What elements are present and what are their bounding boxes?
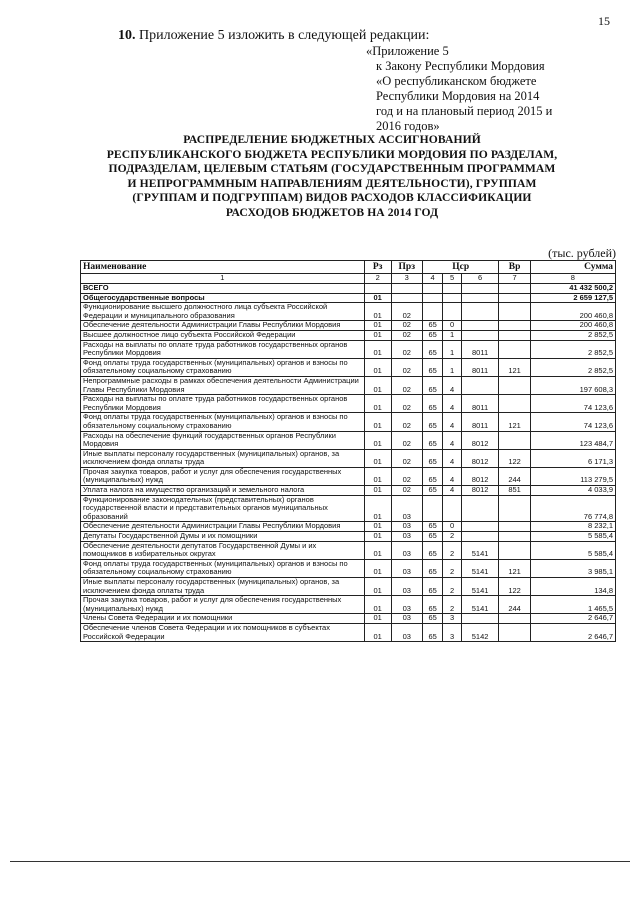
cell-prz: 03 [391, 522, 422, 532]
cell-rz: 01 [364, 559, 391, 577]
cell-name: Высшее должностное лицо субъекта Российской Федерации [81, 330, 365, 340]
cell-csr-program: 65 [422, 449, 442, 467]
cell-sum: 4 033,9 [530, 486, 615, 496]
cell-csr-program: 65 [422, 578, 442, 596]
cell-csr-subprogram [443, 495, 461, 522]
cell-rz: 01 [364, 449, 391, 467]
cell-name: Общегосударственные вопросы [81, 293, 365, 303]
annex-line: к Закону Республики Мордовия [376, 59, 545, 73]
cell-rz: 01 [364, 431, 391, 449]
cell-csr-direction: 8012 [461, 467, 499, 485]
cell-csr-direction [461, 284, 499, 294]
cell-sum: 134,8 [530, 578, 615, 596]
cell-vr: 851 [499, 486, 530, 496]
cell-csr-program: 65 [422, 623, 442, 641]
page-number: 15 [598, 14, 610, 28]
table-row [81, 413, 616, 431]
cell-sum: 2 852,5 [530, 340, 615, 358]
cell-vr [499, 376, 530, 394]
cell-sum: 2 646,7 [530, 614, 615, 624]
heading-line: РЕСПУБЛИКАНСКОГО БЮДЖЕТА РЕСПУБЛИКИ МОРДОВИЯ ПО РАЗДЕЛАМ, [106, 147, 558, 161]
cell-vr [499, 614, 530, 624]
heading-line: ПОДРАЗДЕЛАМ, ЦЕЛЕВЫМ СТАТЬЯМ (ГОСУДАРСТВЕННЫМ ПРОГРАММАМ [108, 162, 556, 175]
cell-name: Расходы на выплаты по оплате труда работников государственных органов Республики Мордовия [81, 340, 365, 358]
cell-csr-subprogram: 0 [443, 321, 461, 331]
cell-csr-direction [461, 495, 499, 522]
cell-sum: 123 484,7 [530, 431, 615, 449]
cell-prz: 03 [391, 596, 422, 614]
cell-csr-program: 65 [422, 413, 442, 431]
cell-vr: 122 [499, 578, 530, 596]
cell-rz: 01 [364, 623, 391, 641]
cell-prz: 03 [391, 532, 422, 542]
table-row [81, 449, 616, 467]
cell-csr-direction [461, 532, 499, 542]
cell-sum: 6 171,3 [530, 449, 615, 467]
cell-csr-subprogram: 4 [443, 467, 461, 485]
heading-line: (ГРУППАМ И ПОДГРУППАМ) ВИДОВ РАСХОДОВ КЛАССИФИКАЦИИ [132, 191, 532, 204]
cell-csr-program: 65 [422, 340, 442, 358]
cell-sum: 2 646,7 [530, 623, 615, 641]
amendment-text: Приложение 5 изложить в следующей редакции: [139, 28, 430, 43]
header-csr: Цср [422, 261, 499, 274]
cell-sum: 197 608,3 [530, 376, 615, 394]
column-number: 7 [499, 274, 530, 284]
cell-rz: 01 [364, 522, 391, 532]
cell-prz: 03 [391, 559, 422, 577]
table-row [81, 578, 616, 596]
cell-name: Члены Совета Федерации и их помощники [81, 614, 365, 624]
cell-csr-subprogram [443, 284, 461, 294]
cell-vr [499, 321, 530, 331]
cell-csr-subprogram: 3 [443, 623, 461, 641]
annex-line: 2016 годов» [376, 119, 440, 133]
cell-csr-subprogram: 4 [443, 413, 461, 431]
cell-csr-subprogram: 4 [443, 376, 461, 394]
cell-csr-subprogram: 2 [443, 559, 461, 577]
cell-rz: 01 [364, 303, 391, 321]
cell-vr [499, 330, 530, 340]
table-row [81, 495, 616, 522]
cell-rz: 01 [364, 376, 391, 394]
cell-csr-direction [461, 376, 499, 394]
cell-vr: 244 [499, 467, 530, 485]
cell-name: Обеспечение деятельности депутатов Государственной Думы и их помощников в избирательных округах [81, 541, 365, 559]
cell-rz: 01 [364, 495, 391, 522]
cell-prz: 02 [391, 467, 422, 485]
cell-rz: 01 [364, 467, 391, 485]
cell-vr [499, 284, 530, 294]
column-number: 3 [391, 274, 422, 284]
cell-name: Иные выплаты персоналу государственных (муниципальных) органов, за исключением фонда оплаты труда [81, 578, 365, 596]
cell-rz [364, 284, 391, 294]
cell-prz: 03 [391, 541, 422, 559]
table-row [81, 431, 616, 449]
cell-sum: 76 774,8 [530, 495, 615, 522]
cell-vr [499, 303, 530, 321]
cell-rz: 01 [364, 340, 391, 358]
header-sum: Сумма [530, 261, 615, 274]
cell-prz [391, 293, 422, 303]
table-row [81, 330, 616, 340]
cell-csr-direction [461, 330, 499, 340]
cell-csr-direction: 8012 [461, 486, 499, 496]
column-number: 8 [530, 274, 615, 284]
cell-sum: 74 123,6 [530, 395, 615, 413]
cell-sum: 1 465,5 [530, 596, 615, 614]
cell-csr-subprogram: 4 [443, 486, 461, 496]
cell-csr-program [422, 293, 442, 303]
cell-name: Прочая закупка товаров, работ и услуг для обеспечения государственных (муниципальных) нужд [81, 467, 365, 485]
column-number: 2 [364, 274, 391, 284]
annex-line: Республики Мордовия на 2014 [376, 89, 540, 103]
table-row [81, 596, 616, 614]
cell-csr-direction: 5142 [461, 623, 499, 641]
cell-csr-program: 65 [422, 541, 442, 559]
cell-name: Уплата налога на имущество организаций и земельного налога [81, 486, 365, 496]
table-row [81, 303, 616, 321]
annex-line: «О республиканском бюджете [376, 74, 537, 88]
cell-csr-subprogram: 4 [443, 449, 461, 467]
cell-vr: 121 [499, 358, 530, 376]
cell-sum: 2 852,5 [530, 330, 615, 340]
cell-rz: 01 [364, 358, 391, 376]
cell-csr-program [422, 303, 442, 321]
cell-name: Фонд оплаты труда государственных (муниципальных) органов и взносы по обязательному социальному страхованию [81, 358, 365, 376]
units-label: (тыс. рублей) [548, 246, 616, 260]
cell-vr [499, 395, 530, 413]
cell-csr-subprogram: 4 [443, 431, 461, 449]
cell-csr-direction: 8011 [461, 413, 499, 431]
table-row [81, 541, 616, 559]
cell-prz: 03 [391, 614, 422, 624]
cell-prz: 02 [391, 449, 422, 467]
cell-csr-program: 65 [422, 358, 442, 376]
cell-vr [499, 522, 530, 532]
cell-csr-program [422, 495, 442, 522]
table-row [81, 559, 616, 577]
cell-prz: 02 [391, 358, 422, 376]
cell-name: Функционирование высшего должностного лица субъекта Российской Федерации и муниципального образования [81, 303, 365, 321]
cell-vr [499, 495, 530, 522]
cell-name: Обеспечение деятельности Администрации Главы Республики Мордовия [81, 522, 365, 532]
cell-csr-program: 65 [422, 522, 442, 532]
cell-csr-subprogram: 2 [443, 541, 461, 559]
cell-csr-program: 65 [422, 486, 442, 496]
cell-csr-subprogram: 2 [443, 578, 461, 596]
cell-vr [499, 431, 530, 449]
cell-csr-subprogram: 1 [443, 358, 461, 376]
cell-rz: 01 [364, 321, 391, 331]
cell-csr-direction: 8011 [461, 358, 499, 376]
cell-vr [499, 532, 530, 542]
cell-rz: 01 [364, 614, 391, 624]
cell-csr-direction [461, 321, 499, 331]
annex-line: «Приложение 5 [366, 44, 449, 58]
cell-sum: 2 659 127,5 [530, 293, 615, 303]
cell-vr [499, 541, 530, 559]
cell-csr-direction: 8012 [461, 449, 499, 467]
cell-name: Обеспечение членов Совета Федерации и их помощников в субъектах Российской Федерации [81, 623, 365, 641]
cell-csr-subprogram: 1 [443, 340, 461, 358]
cell-prz: 02 [391, 395, 422, 413]
cell-csr-subprogram: 2 [443, 596, 461, 614]
cell-sum: 113 279,5 [530, 467, 615, 485]
cell-csr-direction: 8011 [461, 395, 499, 413]
cell-vr: 122 [499, 449, 530, 467]
cell-prz: 02 [391, 321, 422, 331]
cell-rz: 01 [364, 532, 391, 542]
cell-vr: 121 [499, 413, 530, 431]
cell-csr-program: 65 [422, 559, 442, 577]
cell-csr-direction: 5141 [461, 541, 499, 559]
budget-table [80, 260, 616, 642]
cell-prz: 02 [391, 330, 422, 340]
cell-name: Обеспечение деятельности Администрации Главы Республики Мордовия [81, 321, 365, 331]
cell-sum: 41 432 500,2 [530, 284, 615, 294]
cell-csr-program: 65 [422, 596, 442, 614]
header-rz: Рз [364, 261, 391, 274]
cell-rz: 01 [364, 413, 391, 431]
cell-csr-program: 65 [422, 431, 442, 449]
cell-csr-direction: 8011 [461, 340, 499, 358]
cell-rz: 01 [364, 596, 391, 614]
cell-rz: 01 [364, 578, 391, 596]
cell-name: Расходы на обеспечение функций государственных органов Республики Мордовия [81, 431, 365, 449]
cell-csr-direction [461, 303, 499, 321]
cell-prz: 03 [391, 623, 422, 641]
cell-csr-program: 65 [422, 376, 442, 394]
amendment-number: 10. [118, 28, 136, 43]
cell-vr [499, 293, 530, 303]
cell-name: Прочая закупка товаров, работ и услуг для обеспечения государственных (муниципальных) нужд [81, 596, 365, 614]
table-row [81, 284, 616, 294]
cell-name: Депутаты Государственной Думы и их помощники [81, 532, 365, 542]
cell-vr: 244 [499, 596, 530, 614]
cell-csr-direction: 8012 [461, 431, 499, 449]
cell-name: Непрограммные расходы в рамках обеспечения деятельности Администрации Главы Республики Мордовия [81, 376, 365, 394]
cell-csr-subprogram [443, 303, 461, 321]
cell-sum: 5 585,4 [530, 532, 615, 542]
cell-name: Функционирование законодательных (представительных) органов государственной власти и представительных органов муниципальных образований [81, 495, 365, 522]
table-row [81, 395, 616, 413]
table-row [81, 467, 616, 485]
cell-csr-direction: 5141 [461, 578, 499, 596]
column-number-row [81, 274, 616, 284]
cell-name: Расходы на выплаты по оплате труда работников государственных органов Республики Мордовия [81, 395, 365, 413]
column-number: 5 [443, 274, 461, 284]
column-number: 4 [422, 274, 442, 284]
cell-name: Фонд оплаты труда государственных (муниципальных) органов и взносы по обязательному социальному страхованию [81, 559, 365, 577]
cell-csr-subprogram: 3 [443, 614, 461, 624]
cell-csr-direction: 5141 [461, 559, 499, 577]
cell-name: ВСЕГО [81, 284, 365, 294]
table-row [81, 623, 616, 641]
cell-prz: 02 [391, 303, 422, 321]
cell-prz: 02 [391, 486, 422, 496]
cell-prz: 03 [391, 495, 422, 522]
cell-rz: 01 [364, 395, 391, 413]
cell-prz: 03 [391, 578, 422, 596]
cell-name: Иные выплаты персоналу государственных (муниципальных) органов, за исключением фонда оплаты труда [81, 449, 365, 467]
cell-prz: 02 [391, 376, 422, 394]
cell-csr-direction: 5141 [461, 596, 499, 614]
cell-csr-program: 65 [422, 330, 442, 340]
cell-vr: 121 [499, 559, 530, 577]
cell-csr-direction [461, 614, 499, 624]
cell-rz: 01 [364, 541, 391, 559]
cell-vr [499, 340, 530, 358]
cell-csr-program: 65 [422, 395, 442, 413]
cell-sum: 74 123,6 [530, 413, 615, 431]
cell-csr-direction [461, 522, 499, 532]
column-number: 1 [81, 274, 365, 284]
table-row [81, 340, 616, 358]
cell-prz: 02 [391, 413, 422, 431]
cell-sum: 200 460,8 [530, 321, 615, 331]
cell-csr-program: 65 [422, 532, 442, 542]
cell-prz: 02 [391, 431, 422, 449]
cell-csr-program: 65 [422, 614, 442, 624]
cell-sum: 200 460,8 [530, 303, 615, 321]
cell-vr [499, 623, 530, 641]
table-row [81, 532, 616, 542]
table-row [81, 486, 616, 496]
table-row [81, 358, 616, 376]
budget-table-body [81, 284, 616, 642]
cell-name: Фонд оплаты труда государственных (муниципальных) органов и взносы по обязательному социальному страхованию [81, 413, 365, 431]
header-name: Наименование [81, 261, 365, 274]
cell-rz: 01 [364, 293, 391, 303]
table-row [81, 376, 616, 394]
cell-sum: 2 852,5 [530, 358, 615, 376]
cell-csr-direction [461, 293, 499, 303]
heading-line: РАСХОДОВ БЮДЖЕТОВ НА 2014 ГОД [225, 205, 439, 219]
header-prz: Прз [391, 261, 422, 274]
footer-divider [10, 861, 630, 862]
amendment-intro [118, 28, 429, 44]
cell-rz: 01 [364, 486, 391, 496]
header-vr: Вр [499, 261, 530, 274]
cell-csr-subprogram: 0 [443, 522, 461, 532]
cell-csr-subprogram: 1 [443, 330, 461, 340]
cell-csr-program [422, 284, 442, 294]
cell-prz [391, 284, 422, 294]
cell-csr-subprogram [443, 293, 461, 303]
heading-line: И НЕПРОГРАММНЫМ НАПРАВЛЕНИЯМ ДЕЯТЕЛЬНОСТИ), ГРУППАМ [127, 176, 537, 190]
cell-csr-subprogram: 4 [443, 395, 461, 413]
annex-line: год и на плановый период 2015 и [376, 104, 553, 118]
heading-line: РАСПРЕДЕЛЕНИЕ БЮДЖЕТНЫХ АССИГНОВАНИЙ [183, 133, 481, 146]
column-number: 6 [461, 274, 499, 284]
cell-csr-subprogram: 2 [443, 532, 461, 542]
cell-rz: 01 [364, 330, 391, 340]
annex-reference [366, 44, 626, 134]
table-header-row [81, 261, 616, 274]
cell-csr-program: 65 [422, 467, 442, 485]
cell-prz: 02 [391, 340, 422, 358]
cell-csr-program: 65 [422, 321, 442, 331]
cell-sum: 3 985,1 [530, 559, 615, 577]
document-heading [78, 133, 586, 220]
cell-sum: 8 232,1 [530, 522, 615, 532]
cell-sum: 5 585,4 [530, 541, 615, 559]
